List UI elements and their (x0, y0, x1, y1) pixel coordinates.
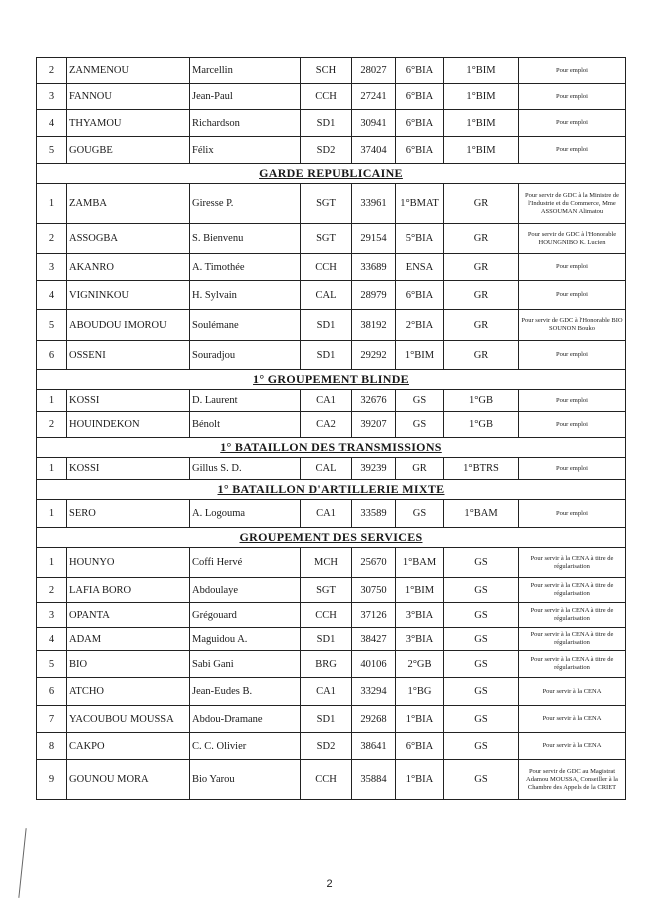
surname-cell: HOUINDEKON (67, 412, 190, 438)
service-number-cell: 32676 (352, 390, 396, 412)
origin-unit-cell: GS (396, 500, 444, 528)
grade-cell: CCH (301, 84, 352, 110)
table-row (37, 678, 626, 706)
surname-cell: AKANRO (67, 254, 190, 281)
destination-unit-cell: GR (444, 254, 519, 281)
section-title: 1° BATAILLON D'ARTILLERIE MIXTE (217, 482, 445, 496)
surname-cell: CAKPO (67, 733, 190, 760)
destination-unit-cell: GS (444, 548, 519, 578)
table-row (37, 578, 626, 603)
first-name-cell: Bio Yarou (190, 760, 301, 800)
surname-cell: OPANTA (67, 603, 190, 628)
destination-unit-cell: GR (444, 310, 519, 341)
first-name-cell: A. Timothée (190, 254, 301, 281)
service-number-cell: 28979 (352, 281, 396, 310)
surname-cell: GOUGBE (67, 137, 190, 164)
table-row (37, 651, 626, 678)
origin-unit-cell: GR (396, 458, 444, 480)
row-number-cell: 1 (37, 390, 67, 412)
surname-cell: THYAMOU (67, 110, 190, 137)
row-number-cell: 2 (37, 58, 67, 84)
service-number-cell: 38641 (352, 733, 396, 760)
destination-unit-cell: GS (444, 603, 519, 628)
grade-cell: CCH (301, 760, 352, 800)
surname-cell: LAFIA BORO (67, 578, 190, 603)
origin-unit-cell: 6°BIA (396, 58, 444, 84)
service-number-cell: 33294 (352, 678, 396, 706)
table-row (37, 412, 626, 438)
first-name-cell: Richardson (190, 110, 301, 137)
table-row (37, 733, 626, 760)
surname-cell: OSSENI (67, 341, 190, 370)
first-name-cell: Jean-Eudes B. (190, 678, 301, 706)
origin-unit-cell: 2°BIA (396, 310, 444, 341)
first-name-cell: Félix (190, 137, 301, 164)
origin-unit-cell: GS (396, 412, 444, 438)
observation-cell: Pour emploi (519, 341, 626, 370)
observation-cell: Pour emploi (519, 458, 626, 480)
first-name-cell: H. Sylvain (190, 281, 301, 310)
destination-unit-cell: GS (444, 760, 519, 800)
row-number-cell: 4 (37, 628, 67, 651)
service-number-cell: 29292 (352, 341, 396, 370)
first-name-cell: Bénolt (190, 412, 301, 438)
table-row (37, 137, 626, 164)
section-header-row (37, 370, 626, 390)
observation-cell: Pour servir de GDC à l'Honorable BIO SOUNON Bouko (519, 310, 626, 341)
row-number-cell: 1 (37, 184, 67, 224)
row-number-cell: 5 (37, 651, 67, 678)
grade-cell: SD1 (301, 310, 352, 341)
destination-unit-cell: 1°BTRS (444, 458, 519, 480)
destination-unit-cell: GS (444, 578, 519, 603)
surname-cell: ADAM (67, 628, 190, 651)
service-number-cell: 30941 (352, 110, 396, 137)
origin-unit-cell: 1°BMAT (396, 184, 444, 224)
table-row (37, 310, 626, 341)
service-number-cell: 38192 (352, 310, 396, 341)
destination-unit-cell: GR (444, 281, 519, 310)
destination-unit-cell: 1°BIM (444, 58, 519, 84)
observation-cell: Pour emploi (519, 137, 626, 164)
surname-cell: HOUNYO (67, 548, 190, 578)
destination-unit-cell: GR (444, 224, 519, 254)
section-title-cell (37, 164, 626, 184)
grade-cell: SCH (301, 58, 352, 84)
observation-cell: Pour servir de GDC à l'Honorable HOUNGNIBO K. Lucien (519, 224, 626, 254)
origin-unit-cell: 5°BIA (396, 224, 444, 254)
surname-cell: VIGNINKOU (67, 281, 190, 310)
destination-unit-cell: 1°BIM (444, 110, 519, 137)
grade-cell: CAL (301, 458, 352, 480)
grade-cell: CA1 (301, 500, 352, 528)
first-name-cell: D. Laurent (190, 390, 301, 412)
section-title: GARDE REPUBLICAINE (259, 166, 403, 180)
origin-unit-cell: 6°BIA (396, 84, 444, 110)
table-row (37, 341, 626, 370)
grade-cell: SGT (301, 578, 352, 603)
surname-cell: GOUNOU MORA (67, 760, 190, 800)
origin-unit-cell: 6°BIA (396, 733, 444, 760)
origin-unit-cell: 3°BIA (396, 628, 444, 651)
section-title: 1° GROUPEMENT BLINDE (253, 372, 409, 386)
table-row (37, 224, 626, 254)
table-row (37, 58, 626, 84)
observation-cell: Pour servir à la CENA à titre de régularisation (519, 651, 626, 678)
table-row (37, 254, 626, 281)
observation-cell: Pour servir à la CENA à titre de régularisation (519, 628, 626, 651)
table-row (37, 184, 626, 224)
personnel-table-container (36, 57, 625, 800)
row-number-cell: 3 (37, 603, 67, 628)
surname-cell: FANNOU (67, 84, 190, 110)
origin-unit-cell: 1°BIM (396, 578, 444, 603)
table-row (37, 281, 626, 310)
observation-cell: Pour emploi (519, 58, 626, 84)
service-number-cell: 40106 (352, 651, 396, 678)
row-number-cell: 6 (37, 678, 67, 706)
section-header-row (37, 164, 626, 184)
destination-unit-cell: GS (444, 628, 519, 651)
first-name-cell: Sabi Gani (190, 651, 301, 678)
first-name-cell: Giresse P. (190, 184, 301, 224)
surname-cell: ASSOGBA (67, 224, 190, 254)
origin-unit-cell: 3°BIA (396, 603, 444, 628)
table-row (37, 458, 626, 480)
row-number-cell: 2 (37, 224, 67, 254)
surname-cell: BIO (67, 651, 190, 678)
service-number-cell: 35884 (352, 760, 396, 800)
row-number-cell: 1 (37, 548, 67, 578)
row-number-cell: 3 (37, 254, 67, 281)
first-name-cell: Soulémane (190, 310, 301, 341)
observation-cell: Pour servir à la CENA à titre de régularisation (519, 578, 626, 603)
destination-unit-cell: 1°BAM (444, 500, 519, 528)
grade-cell: CCH (301, 603, 352, 628)
grade-cell: MCH (301, 548, 352, 578)
row-number-cell: 6 (37, 341, 67, 370)
observation-cell: Pour servir à la CENA à titre de régularisation (519, 548, 626, 578)
origin-unit-cell: 1°BIM (396, 341, 444, 370)
first-name-cell: Abdoulaye (190, 578, 301, 603)
origin-unit-cell: 6°BIA (396, 137, 444, 164)
surname-cell: SERO (67, 500, 190, 528)
surname-cell: ABOUDOU IMOROU (67, 310, 190, 341)
service-number-cell: 33689 (352, 254, 396, 281)
row-number-cell: 7 (37, 706, 67, 733)
grade-cell: CA1 (301, 390, 352, 412)
grade-cell: CCH (301, 254, 352, 281)
observation-cell: Pour emploi (519, 254, 626, 281)
table-row (37, 706, 626, 733)
origin-unit-cell: 1°BG (396, 678, 444, 706)
surname-cell: ZAMBA (67, 184, 190, 224)
observation-cell: Pour servir à la CENA (519, 733, 626, 760)
service-number-cell: 39207 (352, 412, 396, 438)
observation-cell: Pour servir de GDC à la Ministre de l'Industrie et du Commerce, Mme ASSOUMAN Alimatou (519, 184, 626, 224)
table-row (37, 603, 626, 628)
first-name-cell: Gillus S. D. (190, 458, 301, 480)
first-name-cell: Coffi Hervé (190, 548, 301, 578)
observation-cell: Pour emploi (519, 281, 626, 310)
origin-unit-cell: 1°BAM (396, 548, 444, 578)
destination-unit-cell: 1°BIM (444, 84, 519, 110)
first-name-cell: Abdou-Dramane (190, 706, 301, 733)
surname-cell: ATCHO (67, 678, 190, 706)
row-number-cell: 2 (37, 412, 67, 438)
row-number-cell: 4 (37, 281, 67, 310)
service-number-cell: 33589 (352, 500, 396, 528)
first-name-cell: A. Logouma (190, 500, 301, 528)
page-number: 2 (326, 878, 333, 890)
row-number-cell: 8 (37, 733, 67, 760)
section-header-row (37, 528, 626, 548)
row-number-cell: 3 (37, 84, 67, 110)
grade-cell: SD2 (301, 137, 352, 164)
service-number-cell: 30750 (352, 578, 396, 603)
destination-unit-cell: GS (444, 678, 519, 706)
section-title-cell (37, 480, 626, 500)
origin-unit-cell: 6°BIA (396, 110, 444, 137)
observation-cell: Pour servir à la CENA (519, 678, 626, 706)
destination-unit-cell: GS (444, 706, 519, 733)
service-number-cell: 27241 (352, 84, 396, 110)
grade-cell: SD1 (301, 341, 352, 370)
service-number-cell: 39239 (352, 458, 396, 480)
grade-cell: SGT (301, 224, 352, 254)
first-name-cell: S. Bienvenu (190, 224, 301, 254)
observation-cell: Pour emploi (519, 110, 626, 137)
table-row (37, 548, 626, 578)
observation-cell: Pour servir à la CENA à titre de régularisation (519, 603, 626, 628)
service-number-cell: 29268 (352, 706, 396, 733)
grade-cell: SGT (301, 184, 352, 224)
table-row (37, 390, 626, 412)
grade-cell: CA1 (301, 678, 352, 706)
origin-unit-cell: GS (396, 390, 444, 412)
grade-cell: BRG (301, 651, 352, 678)
table-row (37, 628, 626, 651)
section-title-cell (37, 438, 626, 458)
service-number-cell: 25670 (352, 548, 396, 578)
personnel-table (36, 57, 626, 800)
row-number-cell: 5 (37, 310, 67, 341)
row-number-cell: 2 (37, 578, 67, 603)
origin-unit-cell: 1°BIA (396, 706, 444, 733)
first-name-cell: C. C. Olivier (190, 733, 301, 760)
first-name-cell: Maguidou A. (190, 628, 301, 651)
observation-cell: Pour servir à la CENA (519, 706, 626, 733)
surname-cell: YACOUBOU MOUSSA (67, 706, 190, 733)
service-number-cell: 28027 (352, 58, 396, 84)
observation-cell: Pour emploi (519, 412, 626, 438)
table-row (37, 500, 626, 528)
section-title-cell (37, 370, 626, 390)
table-row (37, 110, 626, 137)
row-number-cell: 1 (37, 458, 67, 480)
surname-cell: ZANMENOU (67, 58, 190, 84)
origin-unit-cell: 2°GB (396, 651, 444, 678)
destination-unit-cell: 1°GB (444, 412, 519, 438)
first-name-cell: Marcellin (190, 58, 301, 84)
service-number-cell: 29154 (352, 224, 396, 254)
surname-cell: KOSSI (67, 458, 190, 480)
grade-cell: CA2 (301, 412, 352, 438)
table-row (37, 84, 626, 110)
origin-unit-cell: ENSA (396, 254, 444, 281)
section-header-row (37, 480, 626, 500)
observation-cell: Pour emploi (519, 390, 626, 412)
observation-cell: Pour servir de GDC au Magistrat Adamou MOUSSA, Conseiller à la Chambre des Appels de la CRIET (519, 760, 626, 800)
origin-unit-cell: 6°BIA (396, 281, 444, 310)
service-number-cell: 37126 (352, 603, 396, 628)
destination-unit-cell: GR (444, 341, 519, 370)
destination-unit-cell: GR (444, 184, 519, 224)
service-number-cell: 38427 (352, 628, 396, 651)
grade-cell: SD1 (301, 706, 352, 733)
first-name-cell: Grégouard (190, 603, 301, 628)
first-name-cell: Jean-Paul (190, 84, 301, 110)
origin-unit-cell: 1°BIA (396, 760, 444, 800)
row-number-cell: 4 (37, 110, 67, 137)
section-title: GROUPEMENT DES SERVICES (239, 530, 423, 544)
section-header-row (37, 438, 626, 458)
grade-cell: SD2 (301, 733, 352, 760)
destination-unit-cell: GS (444, 651, 519, 678)
destination-unit-cell: 1°GB (444, 390, 519, 412)
row-number-cell: 1 (37, 500, 67, 528)
row-number-cell: 9 (37, 760, 67, 800)
observation-cell: Pour emploi (519, 84, 626, 110)
table-row (37, 760, 626, 800)
section-title-cell (37, 528, 626, 548)
row-number-cell: 5 (37, 137, 67, 164)
grade-cell: SD1 (301, 628, 352, 651)
observation-cell: Pour emploi (519, 500, 626, 528)
grade-cell: SD1 (301, 110, 352, 137)
first-name-cell: Souradjou (190, 341, 301, 370)
service-number-cell: 33961 (352, 184, 396, 224)
service-number-cell: 37404 (352, 137, 396, 164)
section-title: 1° BATAILLON DES TRANSMISSIONS (220, 440, 442, 454)
destination-unit-cell: GS (444, 733, 519, 760)
grade-cell: CAL (301, 281, 352, 310)
surname-cell: KOSSI (67, 390, 190, 412)
destination-unit-cell: 1°BIM (444, 137, 519, 164)
